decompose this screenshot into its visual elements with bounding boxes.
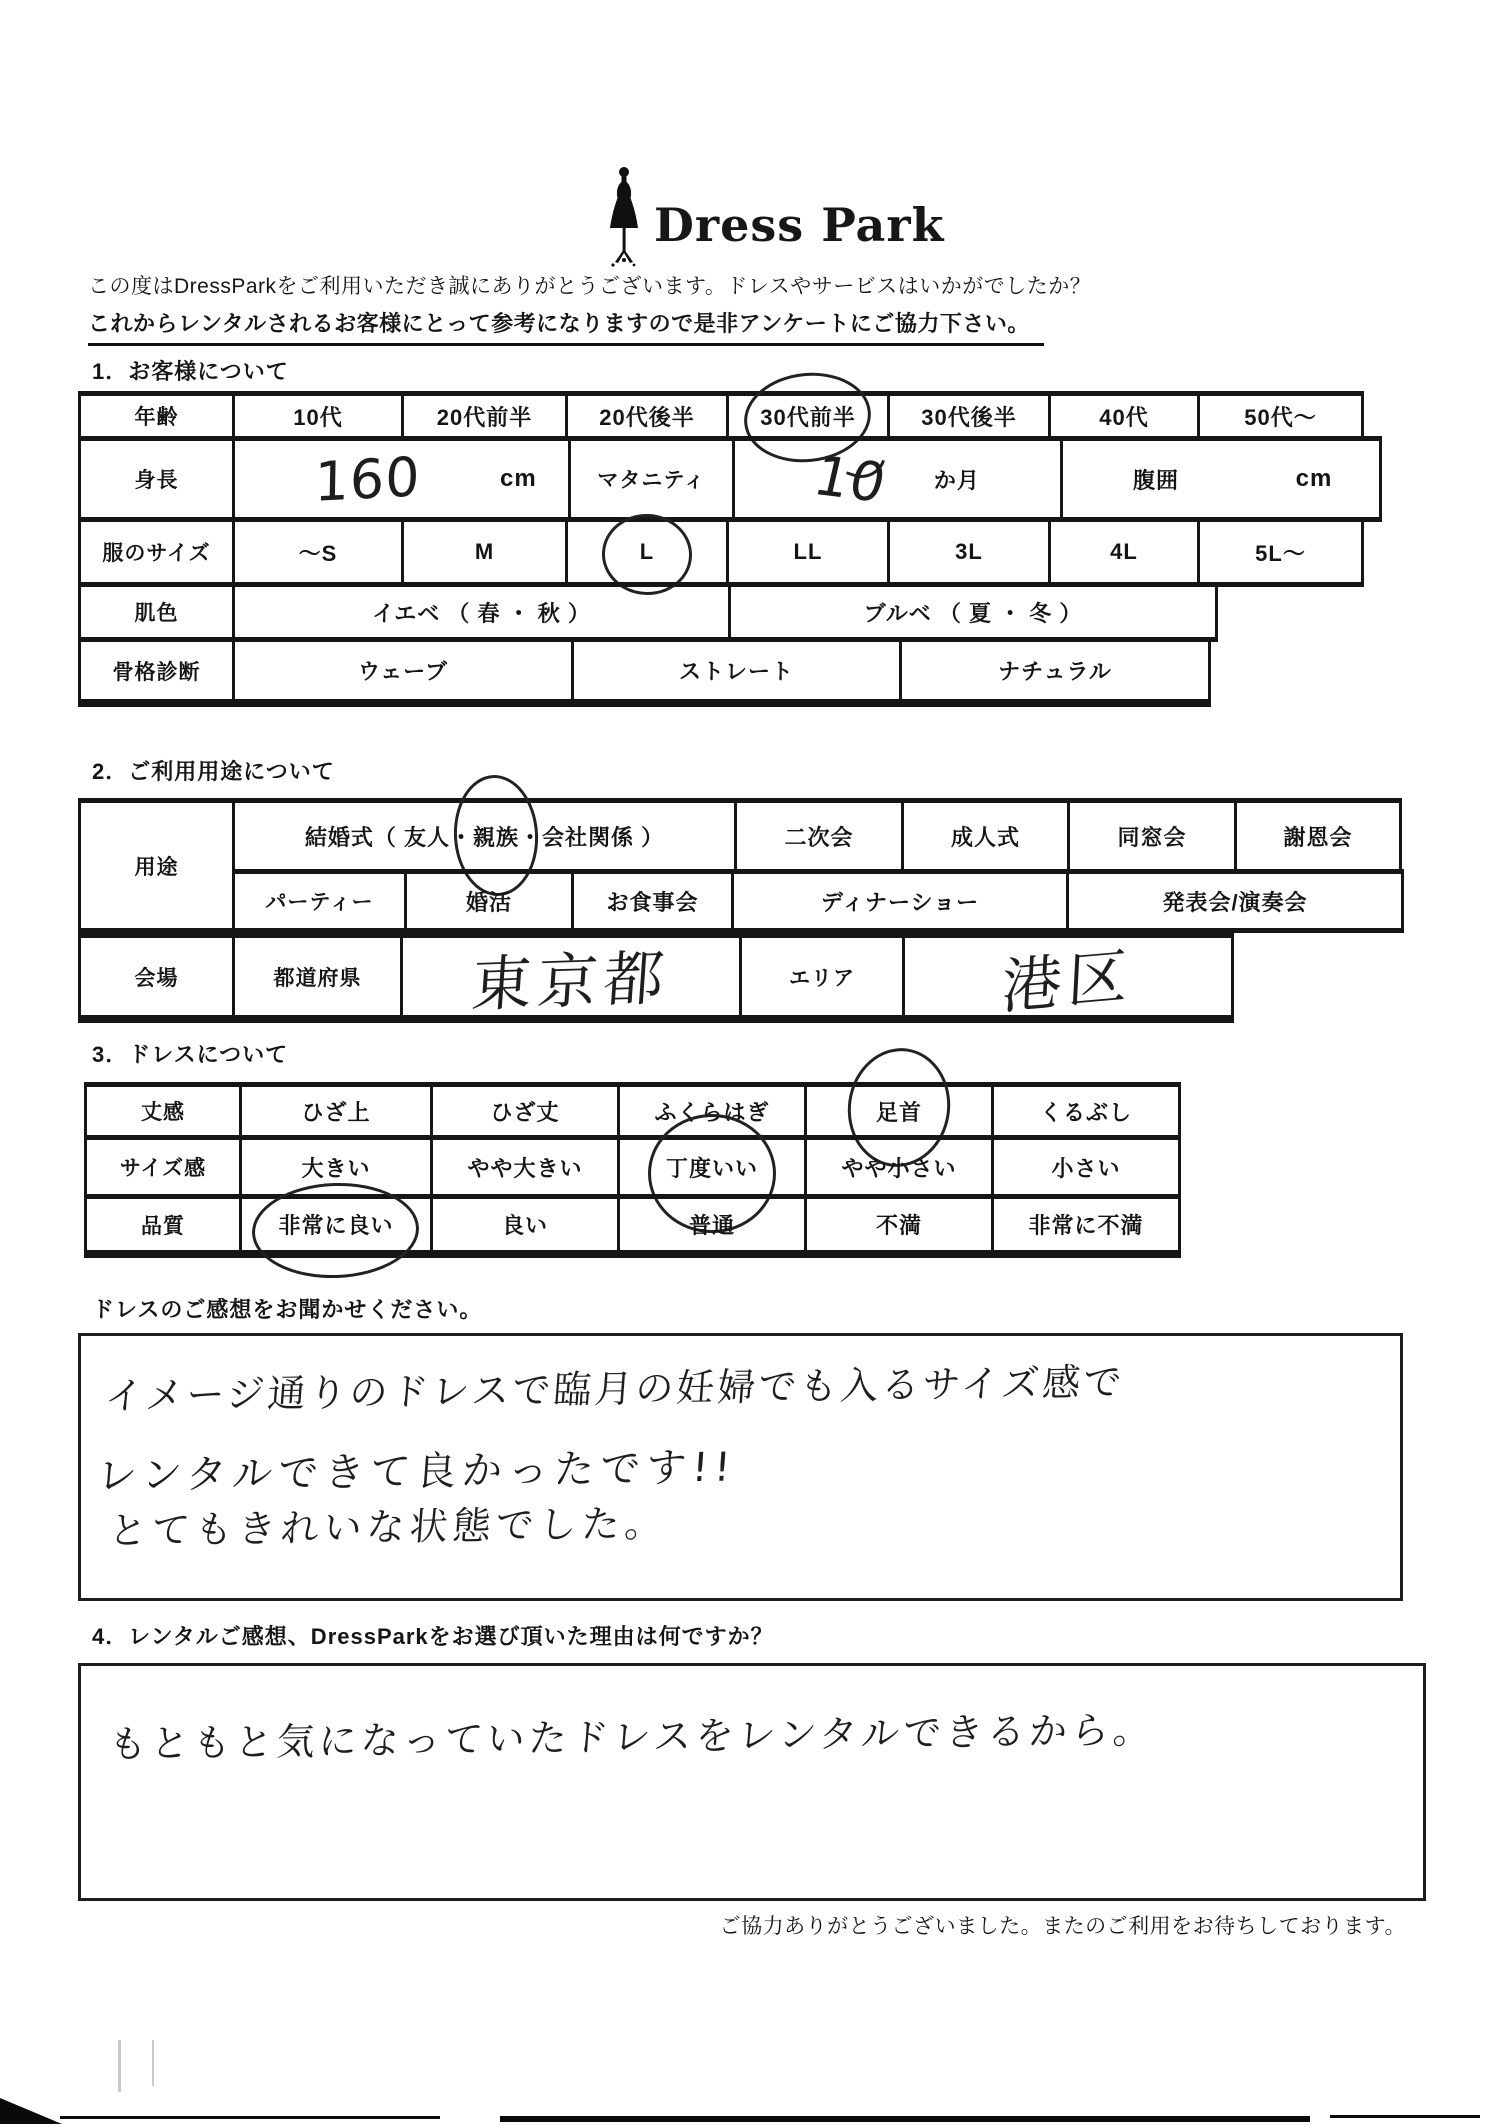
pen-circle-fit: 丁度いい [666, 1152, 758, 1183]
dress-table [84, 1082, 1181, 1258]
brand-name: Dress Park [654, 198, 945, 252]
pen-circle-quality: 非常に良い [278, 1209, 393, 1240]
maternity-label-cell: マタニティ [568, 436, 735, 522]
option-cell: 成人式 [901, 798, 1070, 874]
option-cell: 20代後半 [565, 391, 729, 441]
option-cell: ウェーブ [232, 637, 574, 707]
option-cell: ひざ丈 [430, 1082, 620, 1140]
option-cell: 非常に不満 [991, 1194, 1181, 1258]
scan-artifact [500, 2116, 1310, 2122]
scan-artifact [60, 2116, 440, 2119]
option-cell: ブルベ （ 夏 ・ 冬 ） [728, 582, 1218, 642]
maternity-months-cell [732, 436, 1063, 522]
wedding-suffix: ・会社関係 ） [519, 824, 665, 850]
option-cell: お食事会 [571, 869, 734, 933]
scan-artifact [118, 2040, 121, 2092]
wedding-cell [232, 798, 737, 874]
option-cell: ストレート [571, 637, 902, 707]
months-unit: か月 [933, 467, 980, 493]
length-label-cell: 丈感 [84, 1082, 242, 1140]
purpose-label-cell: 用途 [78, 798, 235, 933]
option-cell: LL [726, 517, 890, 587]
option-cell: 小さい [991, 1135, 1181, 1199]
option-cell: やや小さい [804, 1135, 994, 1199]
scan-artifact [0, 2098, 62, 2124]
customer-table [78, 391, 1382, 707]
brand-logo [604, 165, 944, 267]
dress-comment-prompt: ドレスのご感想をお聞かせください。 [92, 1297, 483, 1322]
quality-row [84, 1194, 1181, 1258]
dress-form-icon [604, 165, 644, 267]
handwritten-height: 160 [313, 444, 422, 514]
option-cell: くるぶし [991, 1082, 1181, 1140]
age-row [78, 391, 1382, 441]
pen-circle-ankle: 足首 [876, 1096, 922, 1127]
quality-label-cell: 品質 [84, 1194, 242, 1258]
frame-row [78, 637, 1382, 707]
option-cell: 3L [887, 517, 1051, 587]
option-cell: 5L～ [1197, 517, 1364, 587]
size-label-cell: 服のサイズ [78, 517, 235, 587]
section1-heading: 1．お客様について [92, 359, 289, 384]
option-cell-selected [617, 1135, 807, 1199]
scan-artifact [152, 2040, 154, 2086]
skin-label-cell: 肌色 [78, 582, 235, 642]
pen-circle-size: L [639, 539, 655, 564]
option-cell: 婚活 [404, 869, 574, 933]
section3-heading: 3．ドレスについて [92, 1042, 289, 1067]
option-cell: 同窓会 [1067, 798, 1237, 874]
handwritten-comment-line: イメージ通りのドレスで臨月の妊婦でも入るサイズ感で [103, 1359, 1126, 1419]
option-cell: パーティー [232, 869, 407, 933]
prefecture-input-cell [400, 933, 742, 1023]
venue-label-cell: 会場 [78, 933, 235, 1023]
option-cell: ～S [232, 517, 404, 587]
option-cell: 不満 [804, 1194, 994, 1258]
option-cell: 20代前半 [401, 391, 568, 441]
handwritten-comment-line: レンタルできて良かったです!! [95, 1444, 738, 1500]
section2-heading: 2．ご利用用途について [92, 759, 335, 784]
purpose-row-2 [232, 869, 1404, 933]
option-cell: イエベ （ 春 ・ 秋 ） [232, 582, 731, 642]
option-cell: やや大きい [430, 1135, 620, 1199]
height-unit: cm [500, 465, 537, 492]
area-label-cell: エリア [739, 933, 905, 1023]
size-row [78, 517, 1382, 587]
option-cell: 良い [430, 1194, 620, 1258]
option-cell: 発表会/演奏会 [1066, 869, 1404, 933]
height-input-cell [232, 436, 571, 522]
length-row [84, 1082, 1181, 1140]
option-cell: 10代 [232, 391, 404, 441]
purpose-rows [78, 798, 1404, 933]
frame-label-cell: 骨格診断 [78, 637, 235, 707]
handwritten-reason-line: もともと気になっていたドレスをレンタルできるから。 [107, 1707, 1157, 1767]
option-cell-selected [804, 1082, 994, 1140]
handwritten-comment-line: とてもきれいな状態でした。 [107, 1501, 670, 1553]
option-cell: 普通 [617, 1194, 807, 1258]
prefecture-label-cell: 都道府県 [232, 933, 403, 1023]
purpose-row-1 [232, 798, 1404, 874]
height-label-cell: 身長 [78, 436, 235, 522]
scan-artifact [1330, 2115, 1480, 2118]
option-cell: ふくらはぎ [617, 1082, 807, 1140]
intro-message: この度はDressParkをご利用いただき誠にありがとうございます。ドレスやサービスはいかがでしたか？ [88, 275, 1092, 298]
area-input-cell [902, 933, 1234, 1023]
option-cell-selected [726, 391, 890, 441]
option-cell: 50代～ [1197, 391, 1364, 441]
waist-cell [1060, 436, 1382, 522]
option-cell: ひざ上 [239, 1082, 433, 1140]
skin-row [78, 582, 1382, 642]
fit-label-cell: サイズ感 [84, 1135, 242, 1199]
venue-row [78, 933, 1404, 1023]
wedding-prefix: 結婚式（ 友人・ [304, 824, 473, 850]
handwritten-area: 港区 [1000, 940, 1136, 1023]
handwritten-prefecture: 東京都 [469, 942, 673, 1021]
option-cell: M [401, 517, 568, 587]
age-label-cell: 年齢 [78, 391, 235, 441]
option-cell: 30代後半 [887, 391, 1051, 441]
option-cell: 4L [1048, 517, 1200, 587]
height-row [78, 436, 1382, 522]
waist-label: 腹囲 [1132, 467, 1179, 493]
fit-row [84, 1135, 1181, 1199]
reason-comment-box [78, 1663, 1426, 1901]
section4-heading: 4．レンタルご感想、DressParkをお選び頂いた理由は何ですか？ [92, 1624, 774, 1649]
handwritten-months: 10 [808, 443, 893, 515]
waist-unit: cm [1295, 465, 1333, 492]
option-cell: ナチュラル [899, 637, 1211, 707]
usage-table [78, 798, 1404, 1023]
option-cell: 謝恩会 [1234, 798, 1402, 874]
pen-circle-age: 30代前半 [760, 401, 855, 432]
option-cell-selected [565, 517, 729, 587]
option-cell: 40代 [1048, 391, 1200, 441]
dress-comment-box [78, 1333, 1403, 1601]
option-cell: ディナーショー [731, 869, 1069, 933]
intro-request-underlined: これからレンタルされるお客様にとって参考になりますので是非アンケートにご協力下さい。 [88, 307, 1044, 346]
option-cell-selected [239, 1194, 433, 1258]
pen-circle-relatives: 親族 [473, 821, 519, 852]
option-cell: 二次会 [734, 798, 904, 874]
option-cell: 大きい [239, 1135, 433, 1199]
closing-message: ご協力ありがとうございました。またのご利用をお待ちしております。 [719, 1915, 1406, 1938]
